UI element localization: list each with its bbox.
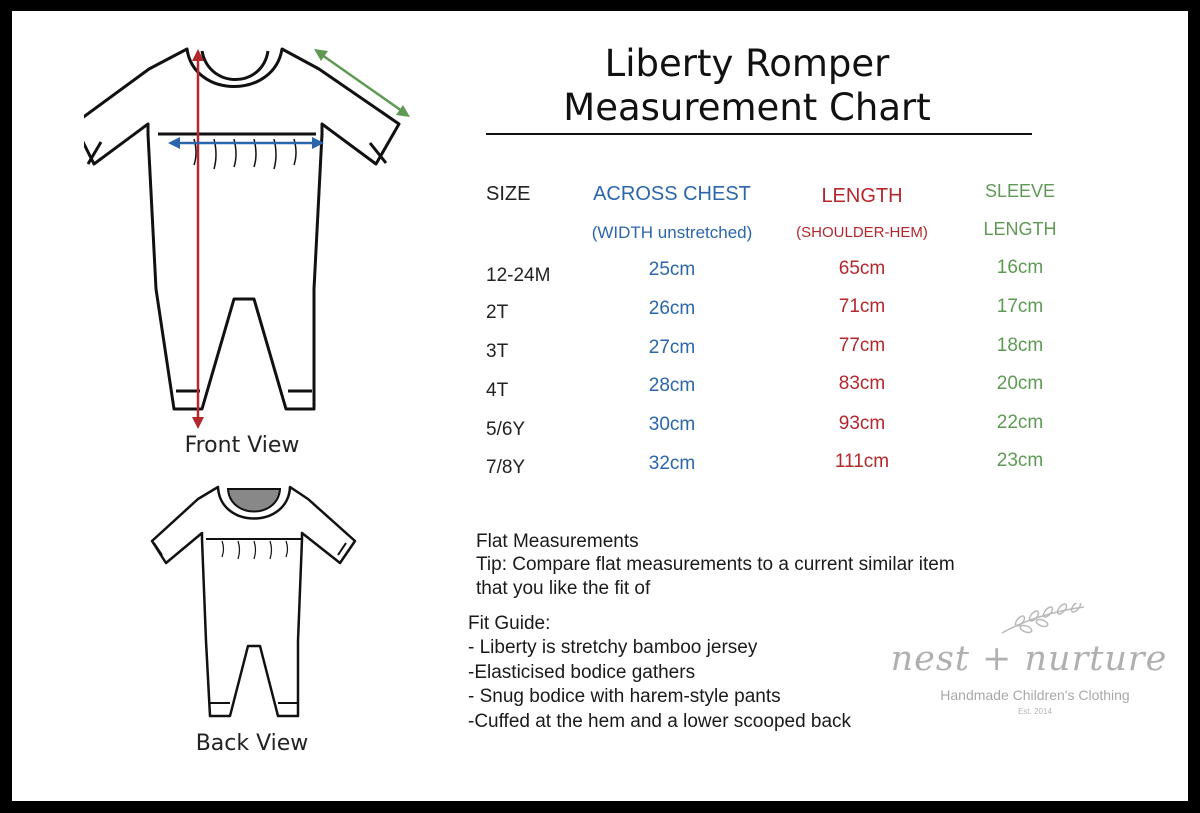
title-divider bbox=[486, 133, 1032, 135]
length-cell: 83cm bbox=[838, 373, 886, 394]
size-cell: 4T bbox=[486, 380, 509, 401]
size-cell: 12-24M bbox=[486, 265, 551, 286]
back-view-label: Back View bbox=[195, 731, 309, 756]
size-header: SIZE bbox=[486, 183, 531, 205]
length-cell: 93cm bbox=[838, 413, 886, 434]
fit-guide-item: - Snug bodice with harem-style pants bbox=[468, 686, 781, 707]
length-header: LENGTH bbox=[821, 185, 903, 207]
sleeve-cell: 22cm bbox=[996, 412, 1044, 433]
tip-line-1: Tip: Compare flat measurements to a current similar item bbox=[476, 554, 955, 575]
page-title-line1: Liberty Romper bbox=[604, 42, 890, 85]
size-cell: 7/8Y bbox=[486, 457, 526, 478]
sleeve-header: SLEEVE bbox=[984, 181, 1056, 201]
back-view-romper bbox=[150, 481, 360, 731]
length-cell: 71cm bbox=[838, 296, 886, 317]
chest-cell: 30cm bbox=[648, 414, 696, 435]
chest-cell: 32cm bbox=[648, 453, 696, 474]
size-cell: 3T bbox=[486, 341, 509, 362]
brand-name: nest + nurture bbox=[890, 639, 1168, 679]
size-cell: 5/6Y bbox=[486, 419, 526, 440]
length-cell: 77cm bbox=[838, 335, 886, 356]
length-subheader: (SHOULDER-HEM) bbox=[796, 224, 928, 241]
chest-cell: 27cm bbox=[648, 337, 696, 358]
page-title-line2: Measurement Chart bbox=[563, 86, 931, 129]
size-cell: 2T bbox=[486, 302, 509, 323]
length-cell: 111cm bbox=[834, 451, 890, 472]
chart-card bbox=[12, 11, 1188, 801]
chest-cell: 26cm bbox=[648, 298, 696, 319]
sleeve-cell: 16cm bbox=[996, 257, 1044, 278]
fit-guide-heading: Fit Guide: bbox=[468, 613, 551, 634]
brand-tagline: Handmade Children's Clothing bbox=[940, 687, 1130, 703]
brand-est: Est. 2014 bbox=[1018, 707, 1052, 716]
length-cell: 65cm bbox=[838, 258, 886, 279]
sleeve-cell: 23cm bbox=[996, 450, 1044, 471]
fit-guide-item: -Elasticised bodice gathers bbox=[468, 662, 696, 683]
chest-header: ACROSS CHEST bbox=[593, 183, 751, 205]
front-view-label: Front View bbox=[184, 433, 300, 458]
tip-line-2: that you like the fit of bbox=[476, 578, 651, 599]
chest-cell: 28cm bbox=[648, 375, 696, 396]
sleeve-cell: 18cm bbox=[996, 335, 1044, 356]
front-view-romper bbox=[84, 39, 414, 439]
leaf-icon bbox=[998, 603, 1088, 637]
fit-guide-item: - Liberty is stretchy bamboo jersey bbox=[468, 637, 758, 658]
chest-cell: 25cm bbox=[648, 259, 696, 280]
sleeve-cell: 20cm bbox=[996, 373, 1044, 394]
sleeve-cell: 17cm bbox=[996, 296, 1044, 317]
chest-subheader: (WIDTH unstretched) bbox=[591, 223, 753, 242]
fit-guide-item: -Cuffed at the hem and a lower scooped back bbox=[468, 711, 852, 732]
flat-measurements-note: Flat Measurements bbox=[476, 531, 639, 552]
sleeve-subheader: LENGTH bbox=[983, 219, 1057, 239]
